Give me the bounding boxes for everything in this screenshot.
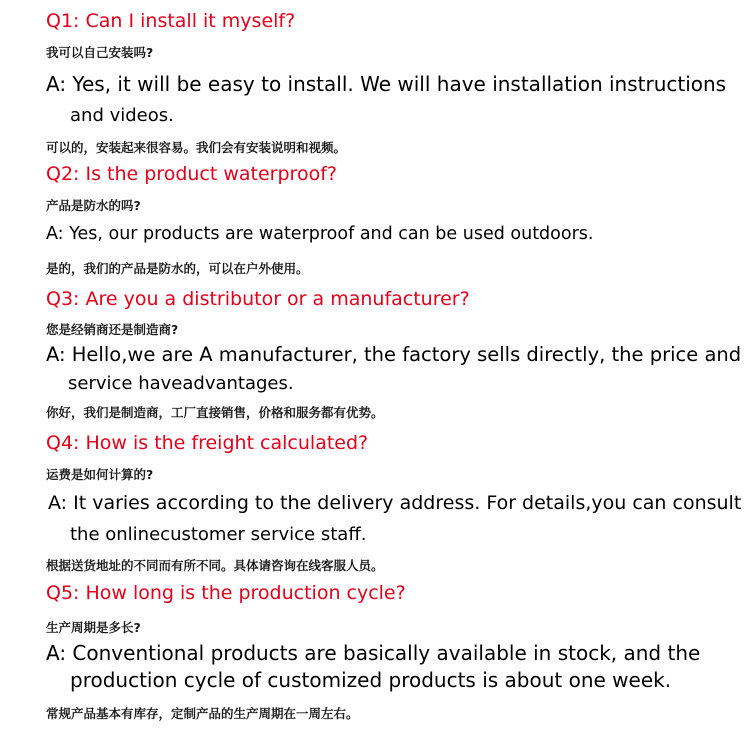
- faq-5-answer-zh: 常规产品基本有库存，定制产品的生产周期在一周左右。: [46, 706, 359, 721]
- faq-4-answer-line1: A: It varies according to the delivery address. For details,you can consult: [48, 492, 742, 514]
- faq-2-answer-zh: 是的，我们的产品是防水的，可以在户外使用。: [46, 261, 309, 276]
- faq-5-question-zh: 生产周期是多长?: [46, 620, 141, 635]
- faq-2-question: Q2: Is the product waterproof?: [46, 163, 337, 185]
- faq-1-question-zh: 我可以自己安装吗?: [46, 45, 154, 60]
- faq-5-answer-line2: production cycle of customized products is about one week.: [70, 668, 672, 692]
- faq-4-answer-line2: the onlinecustomer service staff.: [70, 524, 367, 545]
- faq-5-question: Q5: How long is the production cycle?: [46, 582, 406, 604]
- faq-3-answer-zh: 你好，我们是制造商，工厂直接销售，价格和服务都有优势。: [46, 405, 384, 420]
- faq-2-question-zh: 产品是防水的吗?: [46, 198, 141, 213]
- faq-2-answer-line1: A: Yes, our products are waterproof and can be used outdoors.: [46, 224, 594, 244]
- faq-1-answer-line1: A: Yes, it will be easy to install. We will have installation instructions: [46, 72, 727, 96]
- faq-3-question: Q3: Are you a distributor or a manufacturer?: [46, 288, 470, 310]
- faq-4-question: Q4: How is the freight calculated?: [46, 432, 369, 454]
- faq-3-question-zh: 您是经销商还是制造商?: [46, 322, 179, 337]
- faq-4-question-zh: 运费是如何计算的?: [46, 467, 154, 482]
- faq-4-answer-zh: 根据送货地址的不同而有所不同。具体请咨询在线客服人员。: [46, 558, 384, 573]
- faq-3-answer-line2: service haveadvantages.: [68, 373, 294, 394]
- faq-5-answer-line1: A: Conventional products are basically available in stock, and the: [46, 641, 701, 665]
- faq-3-answer-line1: A: Hello,we are A manufacturer, the factory sells directly, the price and: [46, 343, 742, 366]
- faq-1-answer-line2: and videos.: [70, 105, 174, 126]
- faq-1-question: Q1: Can I install it myself?: [46, 10, 296, 32]
- faq-1-answer-zh: 可以的，安装起来很容易。我们会有安装说明和视频。: [46, 140, 347, 155]
